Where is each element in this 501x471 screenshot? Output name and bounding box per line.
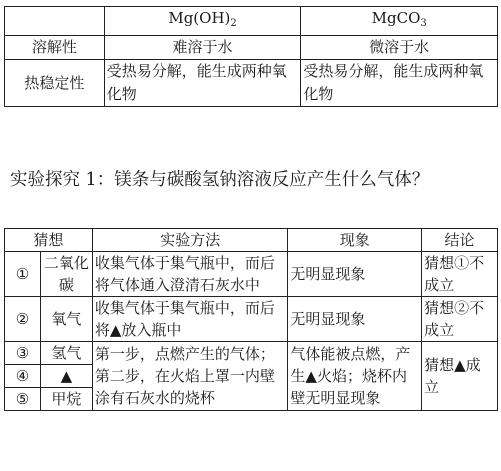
hypothesis-gas: 甲烷 — [40, 388, 92, 411]
hypothesis-number: ① — [5, 252, 41, 297]
mgoh2-stability: 受热易分解，能生成两种氧化物 — [104, 60, 301, 107]
hypothesis-number: ④ — [5, 365, 41, 388]
shared-method-cell: 第一步，点燃产生的气体；第二步，在火焰上罩一内壁涂有石灰水的烧杯 — [92, 342, 288, 411]
properties-header-row — [5, 7, 498, 36]
header-mgoh2: $Mg(OH)_2$ — [104, 7, 301, 36]
hypothesis-gas: 氧气 — [40, 297, 92, 342]
mgco3-solubility: 微溶于水 — [301, 36, 498, 60]
experiment-header-row — [5, 229, 498, 252]
mgoh2-solubility: 难溶于水 — [104, 36, 301, 60]
hypothesis-number: ③ — [5, 342, 41, 365]
method-cell: 收集气体于集气瓶中，而后将气体通入澄清石灰水中 — [92, 252, 288, 297]
conclusion-cell: 猜想②不成立 — [422, 297, 498, 342]
mgco3-stability: 受热易分解，能生成两种氧化物 — [301, 60, 498, 107]
experiment-row-1 — [5, 252, 498, 297]
properties-row-solubility — [5, 36, 498, 60]
shared-phenomenon-cell: 气体能被点燃，产生▲火焰；烧杯内壁无明显现象 — [288, 342, 422, 411]
experiment-row-3 — [5, 342, 498, 365]
experiment-intro: 实验探究 1：镁条与碳酸氢钠溶液反应产生什么气体？ — [10, 170, 430, 190]
method-cell: 收集气体于集气瓶中，而后将▲放入瓶中 — [92, 297, 288, 342]
hypothesis-gas: 氢气 — [40, 342, 92, 365]
hypothesis-gas: 二氧化碳 — [40, 252, 92, 297]
hypothesis-number: ⑤ — [5, 388, 41, 411]
answer-blank: ▲ — [454, 356, 466, 374]
properties-table — [4, 6, 498, 107]
header-hypothesis: 猜想 — [5, 229, 93, 252]
experiment-row-2 — [5, 297, 498, 342]
hypothesis-number: ② — [5, 297, 41, 342]
phenomenon-cell: 无明显现象 — [288, 252, 422, 297]
properties-row-stability — [5, 60, 498, 107]
header-blank-cell — [5, 7, 105, 36]
hypothesis-gas-blank: ▲ — [40, 365, 92, 388]
answer-blank: ▲ — [109, 321, 122, 339]
row-label: 溶解性 — [5, 36, 105, 60]
conclusion-cell: 猜想①不成立 — [422, 252, 498, 297]
answer-blank: ▲ — [305, 367, 317, 385]
experiment-table — [4, 228, 498, 411]
header-conclusion: 结论 — [422, 229, 498, 252]
shared-conclusion-cell: 猜想▲成立 — [422, 342, 498, 411]
header-phenomenon: 现象 — [288, 229, 422, 252]
header-mgco3: MgCO$_3$ — [301, 7, 498, 36]
header-method: 实验方法 — [92, 229, 288, 252]
phenomenon-cell: 无明显现象 — [288, 297, 422, 342]
row-label: 热稳定性 — [5, 60, 105, 107]
